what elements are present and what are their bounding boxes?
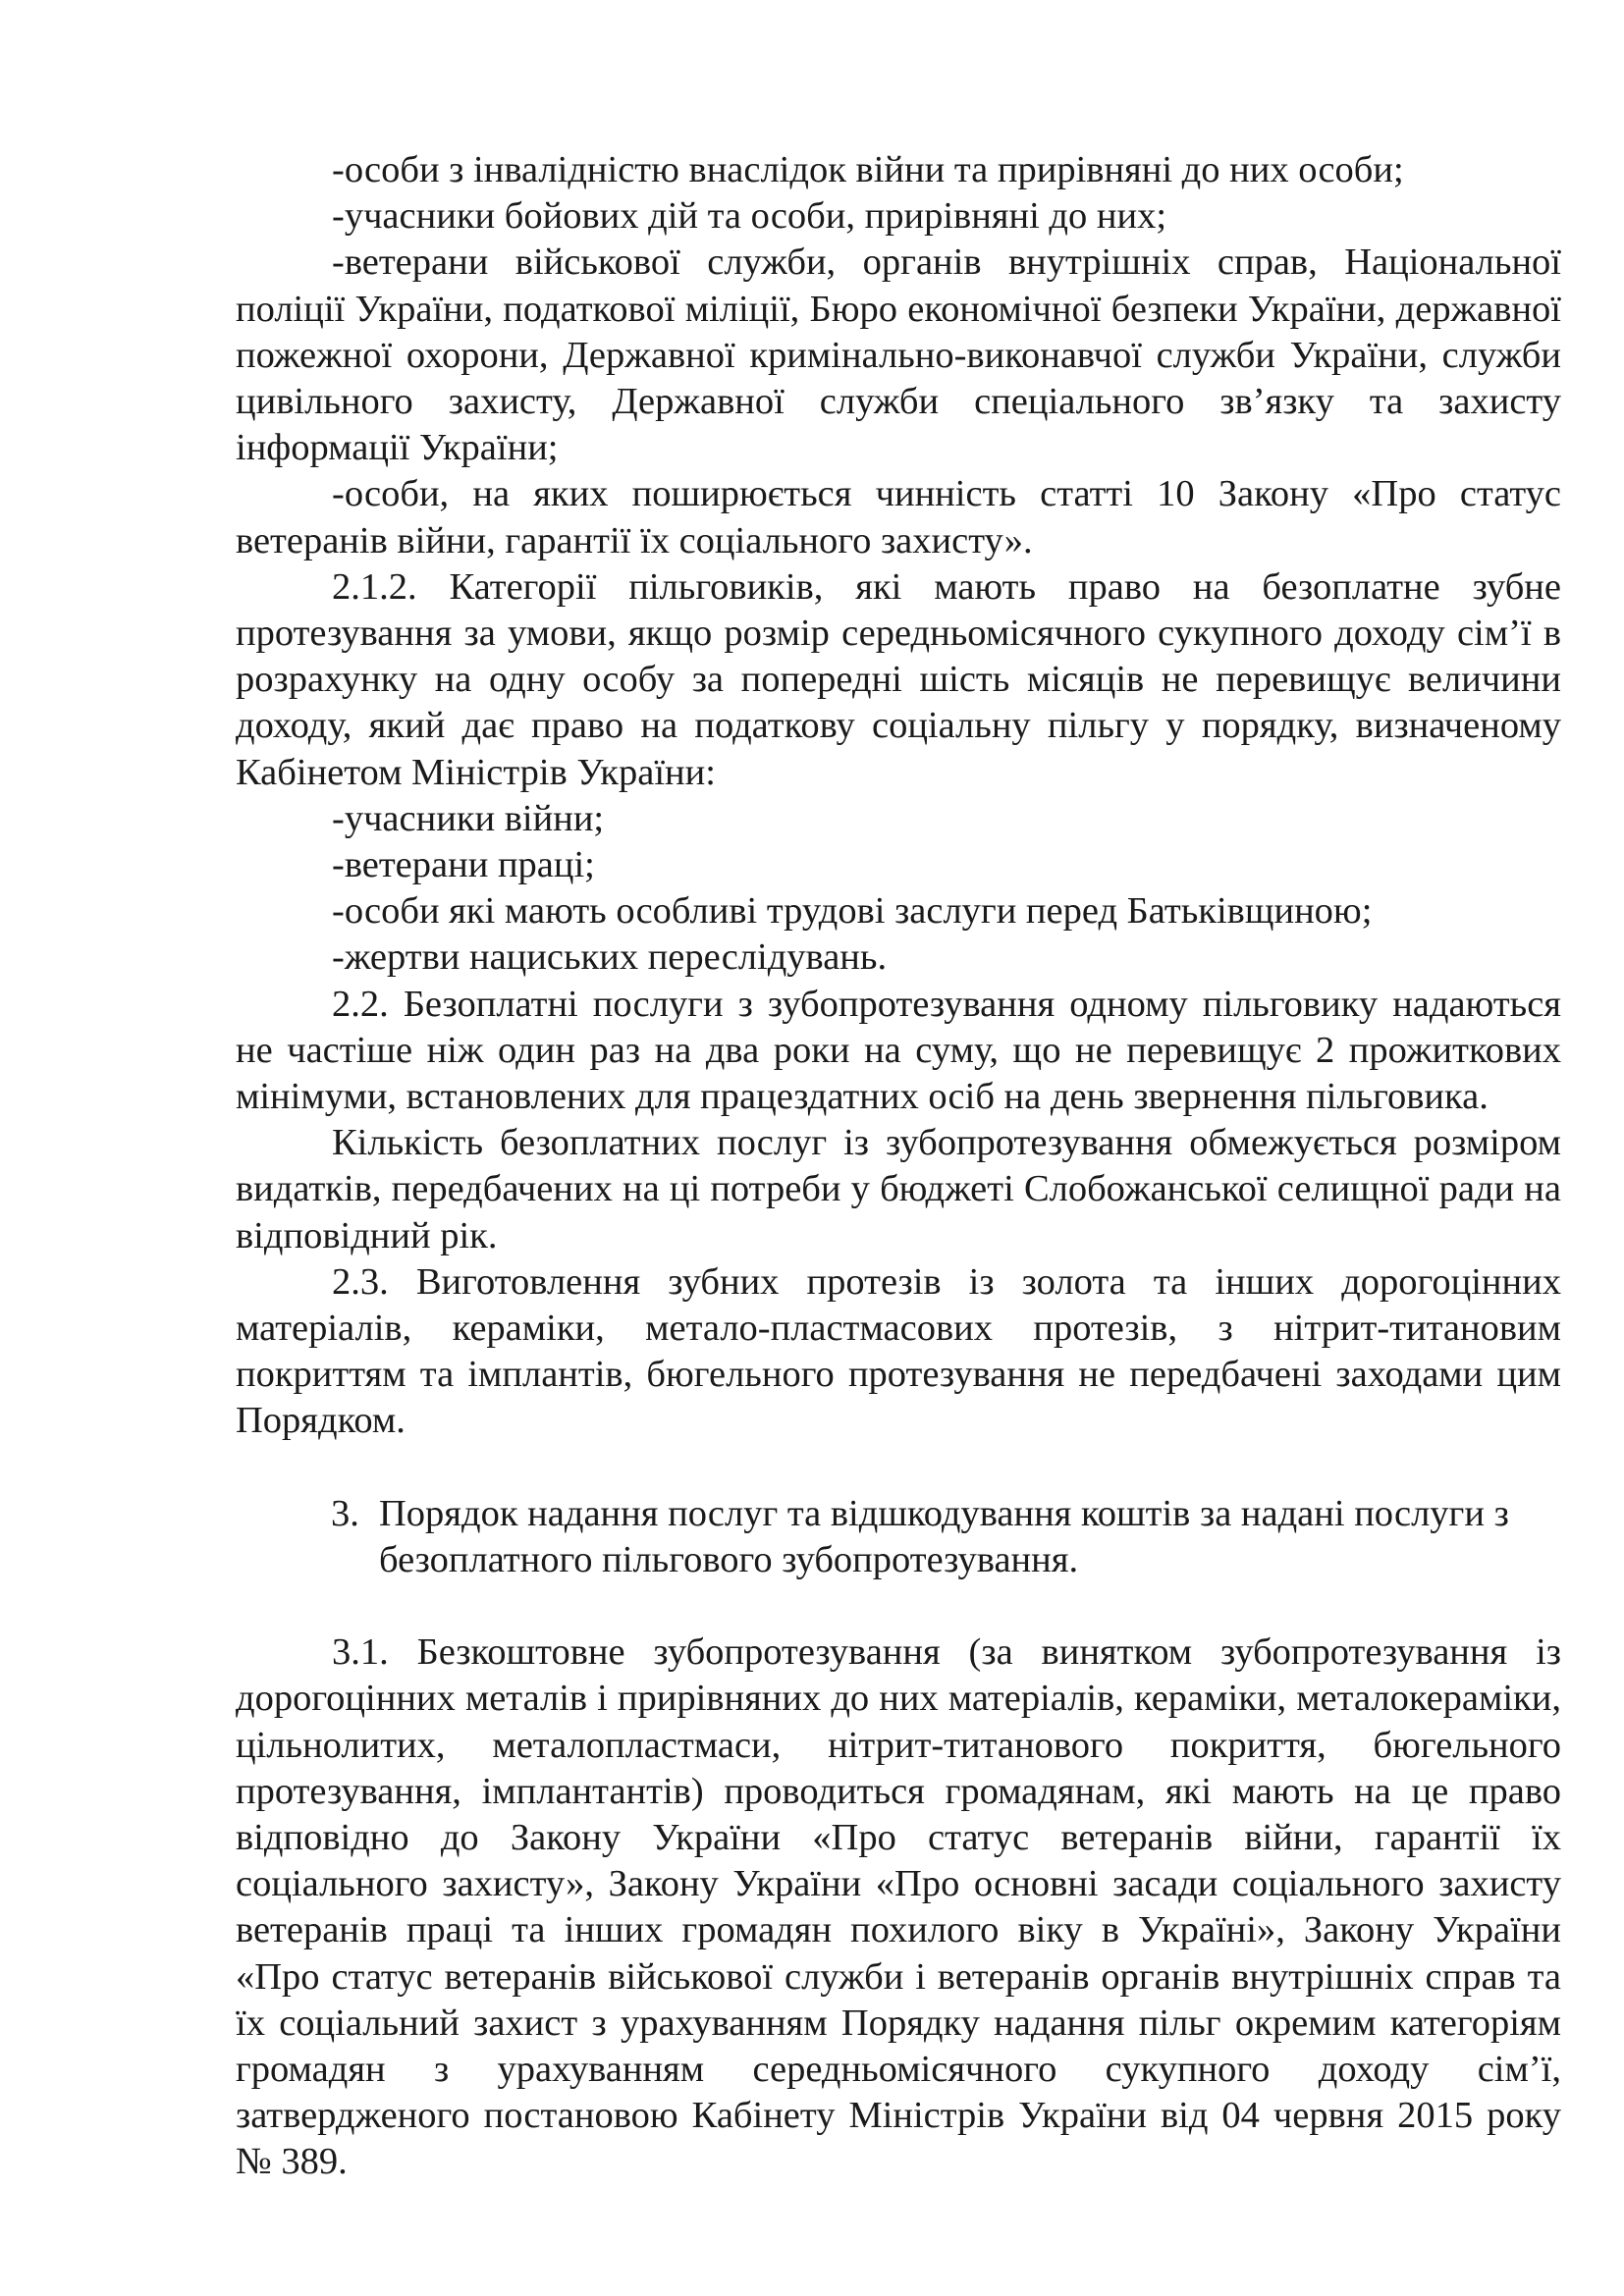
paragraph-2-1-2: 2.1.2. Категорії пільговиків, які мають право на безоплатне зубне протезування за умови, якщо розмір середньомісячного сукупного доходу сім’ї в розрахунку на одну особу за попередні шість місяців не перевищує величини доходу, який дає право на податкову соціальну пільгу у порядку, визначеному Кабінетом Міністрів України: bbox=[236, 565, 1561, 793]
section-heading-3 bbox=[236, 1491, 1561, 1583]
paragraph-2-3: 2.3. Виготовлення зубних протезів із золота та інших дорогоцінних матеріалів, кераміки, метало-пластмасових протезів, з нітрит-титановим покриттям та імплантів, бюгельного протезування не передбачені заходами цим Порядком. bbox=[236, 1260, 1561, 1442]
list-item-article-10: -особи, на яких поширюється чинність статті 10 Закону «Про статус ветеранів війни, гарантії їх соціального захисту». bbox=[236, 473, 1561, 561]
paragraph-2-2-limit: Кількість безоплатних послуг із зубопротезування обмежується розміром видатків, передбачених на ці потреби у бюджеті Слобожанської селищної ради на відповідний рік. bbox=[236, 1122, 1561, 1256]
list-item-combatants: -учасники бойових дій та особи, прирівняні до них; bbox=[332, 195, 1167, 238]
list-item-disabled-war: -особи з інвалідністю внаслідок війни та прирівняні до них особи; bbox=[332, 149, 1404, 190]
document-page bbox=[236, 147, 1561, 2186]
paragraph-3-1: 3.1. Безкоштовне зубопротезування (за винятком зубопротезування із дорогоцінних металів і прирівняних до них матеріалів, кераміки, металокераміки, цільнолитих, металопластмаси, нітрит-титанового покриття, бюгельного протезування, імплантантів) проводиться громадянам, які мають на це право відповідно до Закону України «Про статус ветеранів війни, гарантії їх соціального захисту», Закону України «Про основні засади соціального захисту ветеранів праці та інших громадян похилого віку в Україні», Закону України «Про статус ветеранів військової служби і ветеранів органів внутрішніх справ та їх соціальний захист з урахуванням Порядку надання пільг окремим категоріям громадян з урахуванням середньомісячного сукупного доходу сім’ї, затвердженого постановою Кабінету Міністрів України від 04 червня 2015 року № 389. bbox=[236, 1631, 1561, 2183]
section-heading-number: 3. bbox=[331, 1492, 359, 1534]
list-item-war-participants: -учасники війни; bbox=[332, 797, 605, 839]
section-heading-text: Порядок надання послуг та відшкодування коштів за надані послуги з безоплатного пільгового зубопротезування. bbox=[379, 1492, 1509, 1580]
list-item-special-merit: -особи які мають особливі трудові заслуги перед Батьківщиною; bbox=[332, 890, 1373, 933]
list-item-veterans-service: -ветерани військової служби, органів внутрішніх справ, Національної поліції України, податкової міліції, Бюро економічної безпеки України, державної пожежної охорони, Державної кримінально-виконавчої служби України, служби цивільного захисту, Державної служби спеціального зв’язку та захисту інформації України; bbox=[236, 241, 1561, 469]
paragraph-2-2: 2.2. Безоплатні послуги з зубопротезування одному пільговику надаються не частіше ніж один раз на два роки на суму, що не перевищує 2 прожиткових мінімуми, встановлених для працездатних осіб на день звернення пільговика. bbox=[236, 983, 1561, 1118]
list-item-labor-veterans: -ветерани праці; bbox=[332, 844, 595, 886]
list-item-nazi-victims: -жертви нациських переслідувань. bbox=[332, 936, 888, 979]
